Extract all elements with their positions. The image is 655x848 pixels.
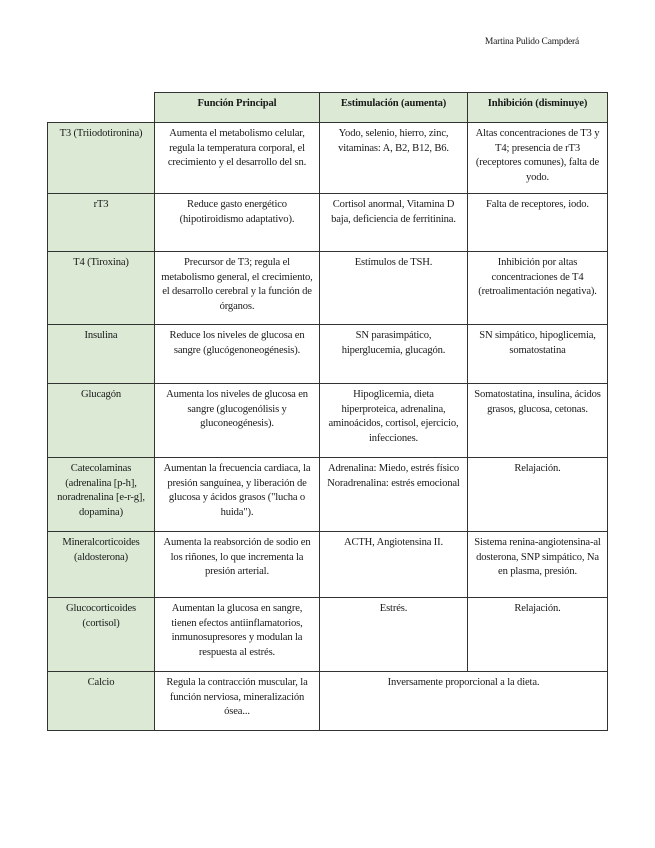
cell-stimulation: Hipoglicemia, dieta hiperproteica, adrenalina, aminoácidos, cortisol, ejercicio, infecciones. [320, 384, 468, 458]
cell-stimulation: ACTH, Angiotensina II. [320, 532, 468, 598]
row-label-calcio: Calcio [48, 672, 155, 731]
row-label-mineralcorticoides: Mineralcorticoides (aldosterona) [48, 532, 155, 598]
table-row [48, 384, 608, 458]
row-label-catecolaminas: Catecolaminas (adrenalina [p-h], noradrenalina [e-r-g], dopamina) [48, 458, 155, 532]
cell-stimulation: Estrés. [320, 598, 468, 672]
cell-inhibition: Somatostatina, insulina, ácidos grasos, glucosa, cetonas. [468, 384, 608, 458]
table-row [48, 598, 608, 672]
cell-function: Aumenta la reabsorción de sodio en los riñones, lo que incrementa la presión arterial. [155, 532, 320, 598]
row-label-glucocorticoides: Glucocorticoides (cortisol) [48, 598, 155, 672]
cell-function: Regula la contracción muscular, la función nerviosa, mineralización ósea... [155, 672, 320, 731]
stimulation-noradrenalina: Noradrenalina: estrés emocional [327, 477, 460, 489]
cell-function: Reduce los niveles de glucosa en sangre (glucógenoneogénesis). [155, 325, 320, 384]
cell-function: Precursor de T3; regula el metabolismo general, el crecimiento, el desarrollo cerebral y la función de órganos. [155, 252, 320, 325]
table-row [48, 672, 608, 731]
cell-stimulation: Cortisol anormal, Vitamina D baja, deficiencia de ferritinina. [320, 194, 468, 252]
row-label-t4: T4 (Tiroxina) [48, 252, 155, 325]
cell-inhibition: Altas concentraciones de T3 y T4; presencia de rT3 (receptores comunes), falta de yodo. [468, 123, 608, 194]
header-stimulation: Estimulación (aumenta) [320, 93, 468, 123]
table-row [48, 325, 608, 384]
table-row [48, 458, 608, 532]
header-corner [48, 93, 155, 123]
cell-merged-stimulation-inhibition: Inversamente proporcional a la dieta. [320, 672, 608, 731]
cell-inhibition: Sistema renina-angiotensina-aldosterona, SNP simpático, Na en plasma, presión. [468, 532, 608, 598]
hormone-table [47, 92, 608, 731]
table-row [48, 252, 608, 325]
cell-inhibition: Relajación. [468, 458, 608, 532]
cell-function: Aumenta los niveles de glucosa en sangre (glucogenólisis y gluconeogénesis). [155, 384, 320, 458]
row-label-rt3: rT3 [48, 194, 155, 252]
table-row [48, 123, 608, 194]
row-label-t3: T3 (Triiodotironina) [48, 123, 155, 194]
cell-stimulation: Yodo, selenio, hierro, zinc, vitaminas: A, B2, B12, B6. [320, 123, 468, 194]
cell-stimulation: SN parasimpático, hiperglucemia, glucagón. [320, 325, 468, 384]
cell-inhibition: Relajación. [468, 598, 608, 672]
row-label-glucagon: Glucagón [48, 384, 155, 458]
cell-function: Aumenta el metabolismo celular, regula la temperatura corporal, el crecimiento y el desarrollo del sn. [155, 123, 320, 194]
header-inhibition: Inhibición (disminuye) [468, 93, 608, 123]
header-row [48, 93, 608, 123]
row-label-insulina: Insulina [48, 325, 155, 384]
cell-inhibition: SN simpático, hipoglicemia, somatostatina [468, 325, 608, 384]
header-function: Función Principal [155, 93, 320, 123]
table-row [48, 532, 608, 598]
cell-function: Aumentan la glucosa en sangre, tienen efectos antiinflamatorios, inmunosupresores y modulan la respuesta al estrés. [155, 598, 320, 672]
table-row [48, 194, 608, 252]
cell-function: Aumentan la frecuencia cardiaca, la presión sanguínea, y liberación de glucosa y ácidos grasos ("lucha o huida"). [155, 458, 320, 532]
author-name: Martina Pulido Campderá [484, 37, 579, 47]
cell-function: Reduce gasto energético (hipotiroidismo adaptativo). [155, 194, 320, 252]
cell-inhibition: Falta de receptores, iodo. [468, 194, 608, 252]
cell-inhibition: Inhibición por altas concentraciones de T4 (retroalimentación negativa). [468, 252, 608, 325]
stimulation-adrenalina: Adrenalina: Miedo, estrés físico [327, 463, 460, 474]
cell-stimulation [320, 458, 468, 532]
cell-stimulation: Estímulos de TSH. [320, 252, 468, 325]
